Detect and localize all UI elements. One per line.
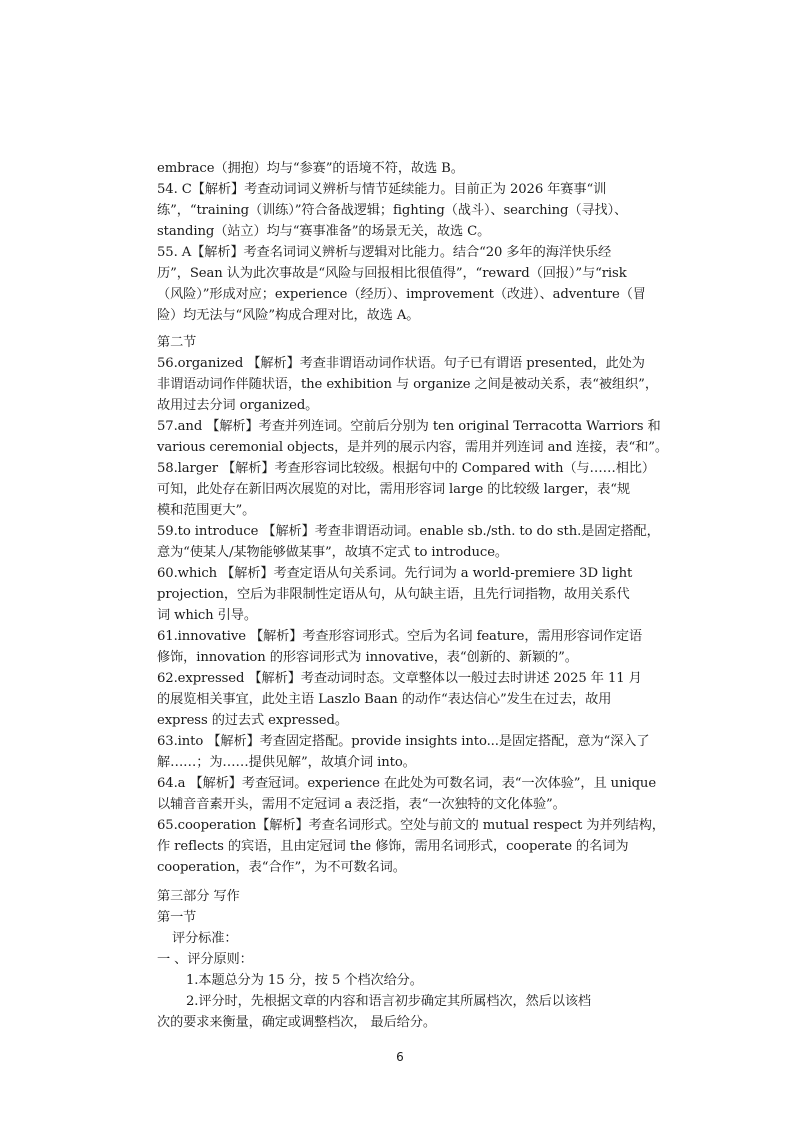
text-line: 58.larger 【解析】考查形容词比较级。根据句中的 Compared with（与……相比） bbox=[157, 461, 655, 476]
text-line: standing（站立）均与“赛事准备”的场景无关，故选 C。 bbox=[157, 224, 491, 239]
text-line: projection，空后为非限制性定语从句，从句缺主语，且先行词指物，故用关系代 bbox=[157, 587, 630, 602]
section-heading: 第三部分 写作 bbox=[157, 889, 240, 904]
text-line: 2.评分时，先根据文章的内容和语言初步确定其所属档次，然后以该档 bbox=[186, 994, 592, 1009]
text-line: 64.a 【解析】考查冠词。experience 在此处为可数名词，表“一次体验”，且 unique bbox=[157, 776, 657, 791]
text-line: 1.本题总分为 15 分，按 5 个档次给分。 bbox=[186, 973, 423, 988]
text-line: 54. C【解析】考查动词词义辨析与情节延续能力。目前正为 2026 年赛事“训 bbox=[157, 182, 607, 197]
text-line: 模和范围更大”。 bbox=[157, 503, 256, 518]
text-line: 历”，Sean 认为此次事故是“风险与回报相比很值得”，“reward（回报）”与“risk bbox=[157, 266, 627, 281]
text-line: 词 which 引导。 bbox=[157, 608, 257, 623]
text-line: various ceremonial objects，是并列的展示内容，需用并列连词 and 连接，表“和”。 bbox=[157, 440, 668, 455]
section-heading: 第二节 bbox=[157, 335, 197, 350]
text-line: 62.expressed 【解析】考查动词时态。文章整体以一般过去时讲述 2025 年 11 月 bbox=[157, 671, 642, 686]
text-line: 非谓语动词作伴随状语，the exhibition 与 organize 之间是被动关系，表“被组织”， bbox=[157, 377, 658, 392]
text-line: embrace（拥抱）均与“参赛”的语境不符，故选 B。 bbox=[157, 161, 464, 176]
page-number: 6 bbox=[396, 1050, 404, 1064]
text-line: 55. A【解析】考查名词词义辨析与逻辑对比能力。结合“20 多年的海洋快乐经 bbox=[157, 245, 612, 260]
text-line: 评分标准： bbox=[172, 931, 238, 946]
text-line: 修饰，innovation 的形容词形式为 innovative，表“创新的、新颖的”。 bbox=[157, 650, 578, 665]
text-line: 57.and 【解析】考查并列连词。空前后分别为 ten original Terracotta Warriors 和 bbox=[157, 419, 661, 434]
text-line: express 的过去式 expressed。 bbox=[157, 713, 348, 728]
text-line: 可知，此处存在新旧两次展览的对比，需用形容词 large 的比较级 larger，表“规 bbox=[157, 482, 630, 497]
text-line: 65.cooperation【解析】考查名词形式。空处与前文的 mutual respect 为并列结构， bbox=[157, 818, 665, 833]
text-line: 次的要求来衡量，确定或调整档次， 最后给分。 bbox=[157, 1015, 436, 1030]
text-line: 63.into 【解析】考查固定搭配。provide insights into...是固定搭配，意为“深入了 bbox=[157, 734, 650, 749]
text-line: 故用过去分词 organized。 bbox=[157, 398, 319, 413]
section-heading: 第一节 bbox=[157, 910, 197, 925]
text-line: cooperation，表“合作”，为不可数名词。 bbox=[157, 860, 406, 875]
text-line: 解……；为……提供见解”，故填介词 into。 bbox=[157, 755, 416, 770]
text-line: 练”，“training（训练）”符合备战逻辑；fighting（战斗）、searching（寻找）、 bbox=[157, 203, 628, 218]
text-line: 以辅音音素开头，需用不定冠词 a 表泛指，表“一次独特的文化体验”。 bbox=[157, 797, 566, 812]
text-line: 59.to introduce 【解析】考查非谓语动词。enable sb./sth. to do sth.是固定搭配， bbox=[157, 524, 660, 539]
text-line: 的展览相关事宜，此处主语 Laszlo Baan 的动作“表达信心”发生在过去，故用 bbox=[157, 692, 612, 707]
text-line: 60.which 【解析】考查定语从句关系词。先行词为 a world-premiere 3D light bbox=[157, 566, 633, 581]
text-line: 61.innovative 【解析】考查形容词形式。空后为名词 feature，需用形容词作定语 bbox=[157, 629, 643, 644]
text-line: 作 reflects 的宾语，且由定冠词 the 修饰，需用名词形式，cooperate 的名词为 bbox=[157, 839, 629, 854]
text-line: 险）均无法与“风险”构成合理对比，故选 A。 bbox=[157, 308, 420, 323]
text-line: 意为“使某人/某物能够做某事”，故填不定式 to introduce。 bbox=[157, 545, 508, 560]
text-line: 56.organized 【解析】考查非谓语动词作状语。句子已有谓语 presented，此处为 bbox=[157, 356, 645, 371]
text-line: 一 、评分原则： bbox=[157, 952, 253, 967]
text-line: （风险）”形成对应；experience（经历）、improvement（改进）、adventure（冒 bbox=[157, 287, 646, 302]
